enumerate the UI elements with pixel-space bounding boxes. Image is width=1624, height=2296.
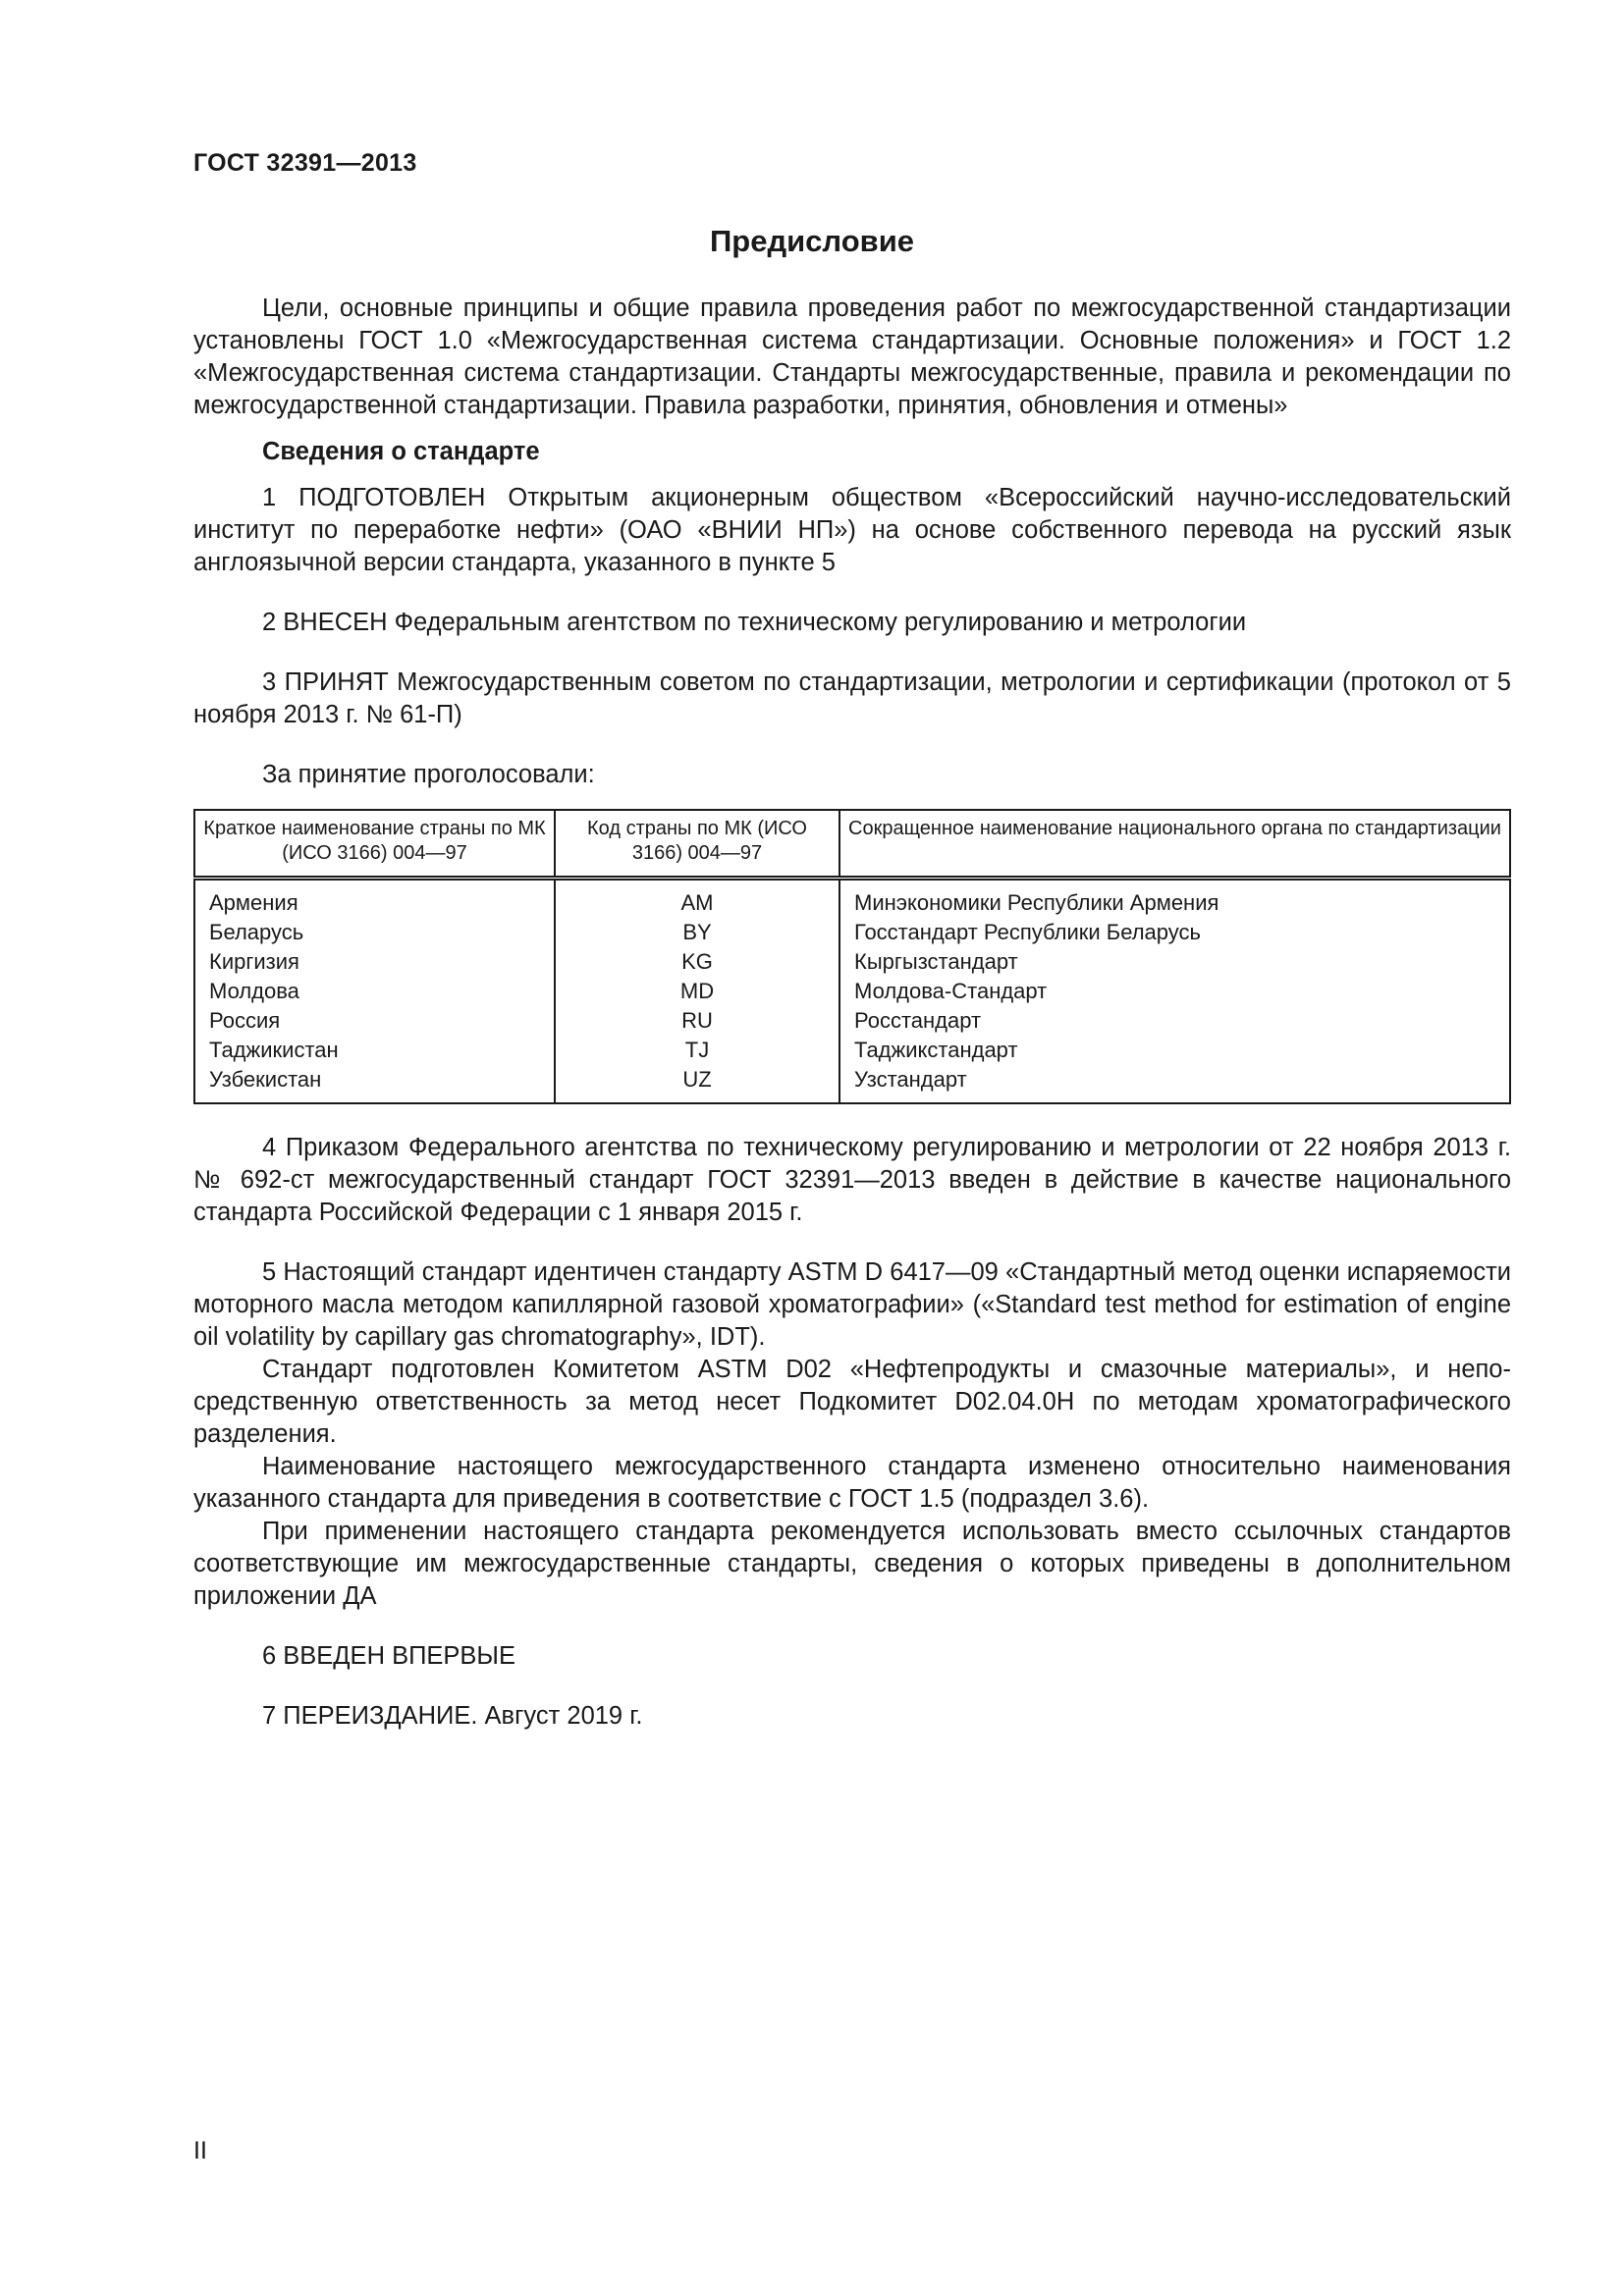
- table-row: [194, 977, 1510, 1006]
- code-cell: MD: [555, 977, 839, 1006]
- code-cell: RU: [555, 1006, 839, 1036]
- item-5-paragraph: 5 Настоящий стандарт идентичен стандарту ASTM D 6417—09 «Стандартный метод оценки испаряемости моторного масла методом капиллярной газовой хроматографии» («Standard test method for estimation of engine oil volatility by capillary gas chromatography», IDT).: [193, 1258, 1511, 1351]
- item-3-paragraph: 3 ПРИНЯТ Межгосударственным советом по стандартизации, метрологии и сертификации (протокол от 5 ноября 2013 г. № 61-П): [193, 668, 1511, 728]
- agency-cell: Госстандарт Республики Беларусь: [839, 918, 1510, 947]
- section-subheading: Сведения о стандарте: [262, 438, 540, 465]
- country-cell: Беларусь: [209, 920, 304, 944]
- agency-cell: Минэкономики Республики Армения: [839, 879, 1510, 919]
- table-header-row: [194, 810, 1510, 879]
- column-header-agency: Сокращенное наименование национального органа по стандартизации: [839, 810, 1510, 879]
- column-header-code: Код страны по МК (ИСО 3166) 004—97: [555, 810, 839, 879]
- code-cell: UZ: [555, 1065, 839, 1103]
- document-header-code: ГОСТ 32391—2013: [193, 149, 417, 177]
- country-cell: Таджикистан: [209, 1038, 339, 1062]
- item-6-paragraph: 6 ВВЕДЕН ВПЕРВЫЕ: [262, 1642, 516, 1670]
- item-7-paragraph: 7 ПЕРЕИЗДАНИЕ. Август 2019 г.: [262, 1702, 643, 1730]
- table-row: [194, 947, 1510, 977]
- item-2-paragraph: 2 ВНЕСЕН Федеральным агентством по техническому регулированию и метрологии: [262, 609, 1247, 636]
- agency-cell: Кыргызстандарт: [839, 947, 1510, 977]
- code-cell: KG: [555, 947, 839, 977]
- item-5-title-change-paragraph: Наименование настоящего межгосударственного стандарта изменено относительно наименования указанного стандарта для приведения в соответствие с ГОСТ 1.5 (подраздел 3.6).: [193, 1453, 1511, 1513]
- agency-cell: Молдова-Стандарт: [839, 977, 1510, 1006]
- intro-paragraph: Цели, основные принципы и общие правила проведения работ по межгосударственной стандартизации установлены ГОСТ 1.0 «Межгосударственная система стандартизации. Основные положения» и ГОСТ 1.2 «Межгосударственная система стандартизации. Стандарты межгосударственные, правила и рекомендации по межгосударственной стандартизации. Правила разработки, принятия, обновления и отмены»: [193, 294, 1511, 419]
- column-header-country: Краткое наименование страны по МК (ИСО 3166) 004—97: [194, 810, 555, 879]
- agency-cell: Таджикстандарт: [839, 1036, 1510, 1065]
- page-number: II: [193, 2137, 207, 2164]
- country-cell: Молдова: [209, 979, 299, 1003]
- table-row: [194, 1036, 1510, 1065]
- item-5-committee-paragraph: Стандарт подготовлен Комитетом ASTM D02 «Нефтепродукты и смазочные материалы», и непосредственную ответственность за метод несет Подкомитет D02.04.0H по методам хроматографического разделения.: [193, 1356, 1511, 1448]
- item-5-references-paragraph: При применении настоящего стандарта рекомендуется использовать вместо ссылочных стандартов соответствующие им межгосударственные стандарты, сведения о которых приведены в дополнительном приложении ДА: [193, 1518, 1511, 1610]
- item-1-paragraph: 1 ПОДГОТОВЛЕН Открытым акционерным обществом «Всероссийский научно-исследовательский институт по переработке нефти» (ОАО «ВНИИ НП») на основе собственного перевода на русский язык англоязычной версии стандарта, указанного в пункте 5: [193, 484, 1511, 576]
- code-cell: AM: [555, 879, 839, 919]
- agency-cell: Росстандарт: [839, 1006, 1510, 1036]
- page-title: Предисловие: [709, 224, 914, 258]
- voting-table: [193, 809, 1511, 1104]
- table-row: [194, 1065, 1510, 1103]
- item-4-paragraph: 4 Приказом Федерального агентства по техническому регулированию и метрологии от 22 ноября 2013 г. № 692-ст межгосударственный стандарт ГОСТ 32391—2013 введен в действие в качестве национального стандарта Российской Федерации с 1 января 2015 г.: [193, 1134, 1511, 1226]
- agency-cell: Узстандарт: [839, 1065, 1510, 1103]
- country-cell: Россия: [209, 1008, 281, 1033]
- table-row: [194, 918, 1510, 947]
- country-cell: Армения: [209, 890, 298, 915]
- table-row: [194, 879, 1510, 919]
- table-row: [194, 1006, 1510, 1036]
- code-cell: BY: [555, 918, 839, 947]
- country-cell: Киргизия: [209, 949, 299, 974]
- preface-content: [193, 293, 1511, 1733]
- vote-intro: За принятие проголосовали:: [262, 761, 595, 788]
- country-cell: Узбекистан: [209, 1067, 322, 1092]
- code-cell: TJ: [555, 1036, 839, 1065]
